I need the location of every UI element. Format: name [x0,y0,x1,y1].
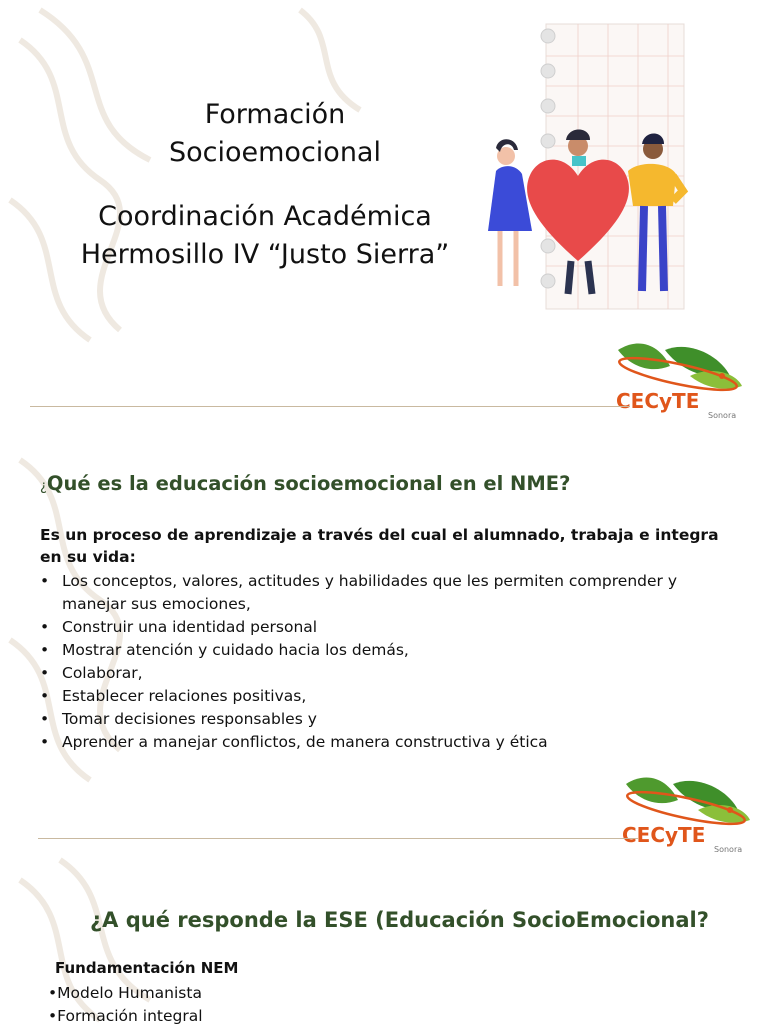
subtitle-line-2: Hermosillo IV “Justo Sierra” [80,239,450,270]
list-item: • Construir una identidad personal [40,616,700,639]
list-item: • Modelo Humanista [48,982,203,1005]
list-item: • Los conceptos, valores, actitudes y habilidades que les permiten comprender y manejar sus emociones, [40,570,700,616]
svg-text:CECyTE: CECyTE [616,389,700,413]
svg-text:Sonora: Sonora [708,411,737,420]
list-item: • Colaborar, [40,662,700,685]
intro-paragraph: Es un proceso de aprendizaje a través del cual el alumnado, trabaja e integra en su vida: [40,526,719,566]
bullet-list [40,570,700,754]
people-heart-illustration [468,16,693,311]
divider [30,406,630,407]
section-heading [40,472,740,495]
subtitle-line-1: Coordinación Académica [98,201,432,232]
divider [38,838,638,839]
list-item: • Formación integral [48,1005,203,1028]
page-title: Formación Socioemocional [169,99,381,168]
subtitle [75,198,455,274]
list-item: • Establecer relaciones positivas, [40,685,700,708]
question-mark: ¿ [40,479,47,494]
fundamentacion-title: Fundamentación NEM [55,959,239,977]
cecyte-logo [618,770,758,854]
svg-text:CECyTE: CECyTE [622,823,706,847]
section-heading-2: ¿A qué responde la ESE (Educación SocioEmocional? [90,908,709,932]
list-item: • Aprender a manejar conflictos, de manera constructiva y ética [40,731,700,754]
list-item: • Mostrar atención y cuidado hacia los demás, [40,639,700,662]
fundamentacion-list [48,982,203,1028]
slide-title [0,0,768,420]
question-text: Qué es la educación socioemocional en el NME? [46,472,571,495]
list-item: • Tomar decisiones responsables y [40,708,700,731]
cecyte-logo [610,336,750,420]
svg-text:Sonora: Sonora [714,845,743,854]
